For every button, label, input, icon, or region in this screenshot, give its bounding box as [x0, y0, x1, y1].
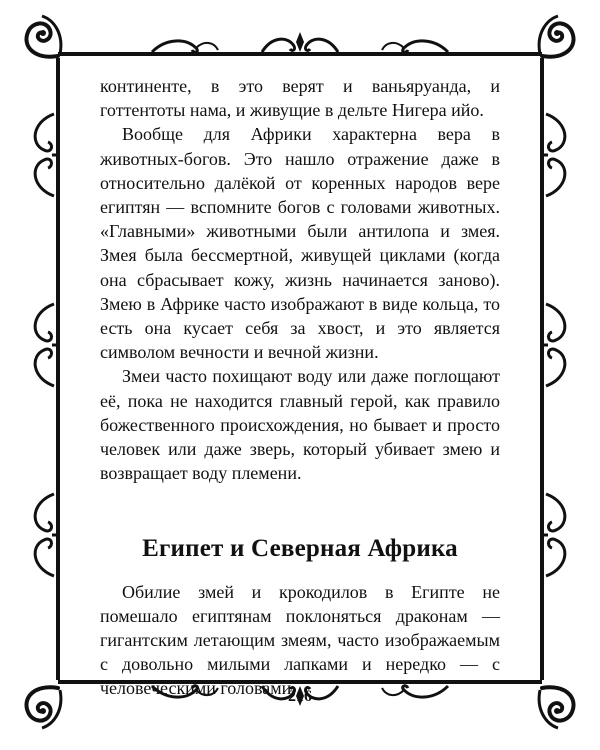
top-left-scroll-ornament [150, 34, 220, 56]
paragraph-snakes-water: Змеи часто похищают воду или даже поглощают её, пока не находится главный герой, как правило божественного происхождения, но бывает и просто человек или даже зверь, который убивает змею и возвращает воду племени. [100, 366, 500, 484]
page-number: 216 [288, 688, 312, 705]
section-heading: Египет и Северная Африка [142, 535, 458, 563]
corner-ornament-top-right [522, 10, 586, 74]
left-side-ornament-3 [24, 490, 58, 580]
right-side-ornament-2 [542, 300, 576, 390]
page-body-text [100, 74, 500, 701]
paragraph-animal-gods: Вообще для Африки характерна вера в животных-богов. Это нашло отражение даже в относительно далёкой от коренных народов вере египтян — вспомните богов с головами животных. «Главными» животными были антилопа и змея. Змея была бессмертной, живущей циклами (когда она сбрасывает кожу, жизнь начинается заново). Змею в Африке часто изображают в виде кольца, то есть она кусает себя за хвост, и это является символом вечности и вечной жизни. [100, 124, 500, 363]
paragraph-continued: континенте, в это верят и ваньяруанда, и готтентоты нама, и живущие в дельте Нигера ийо. [100, 76, 500, 121]
right-side-ornament-3 [542, 490, 576, 580]
corner-ornament-top-left [14, 10, 78, 74]
left-side-ornament-1 [24, 110, 58, 200]
top-right-scroll-ornament [380, 34, 450, 56]
paragraph-egypt: Обилие змей и крокодилов в Египте не помешало египтянам поклоняться драконам — гигантским летающим змеям, часто изображаемым с довольно милыми лапками и нередко — с человеческими головами. [100, 581, 500, 699]
right-side-ornament-1 [542, 110, 576, 200]
left-side-ornament-2 [24, 300, 58, 390]
top-center-ornament [258, 30, 342, 56]
